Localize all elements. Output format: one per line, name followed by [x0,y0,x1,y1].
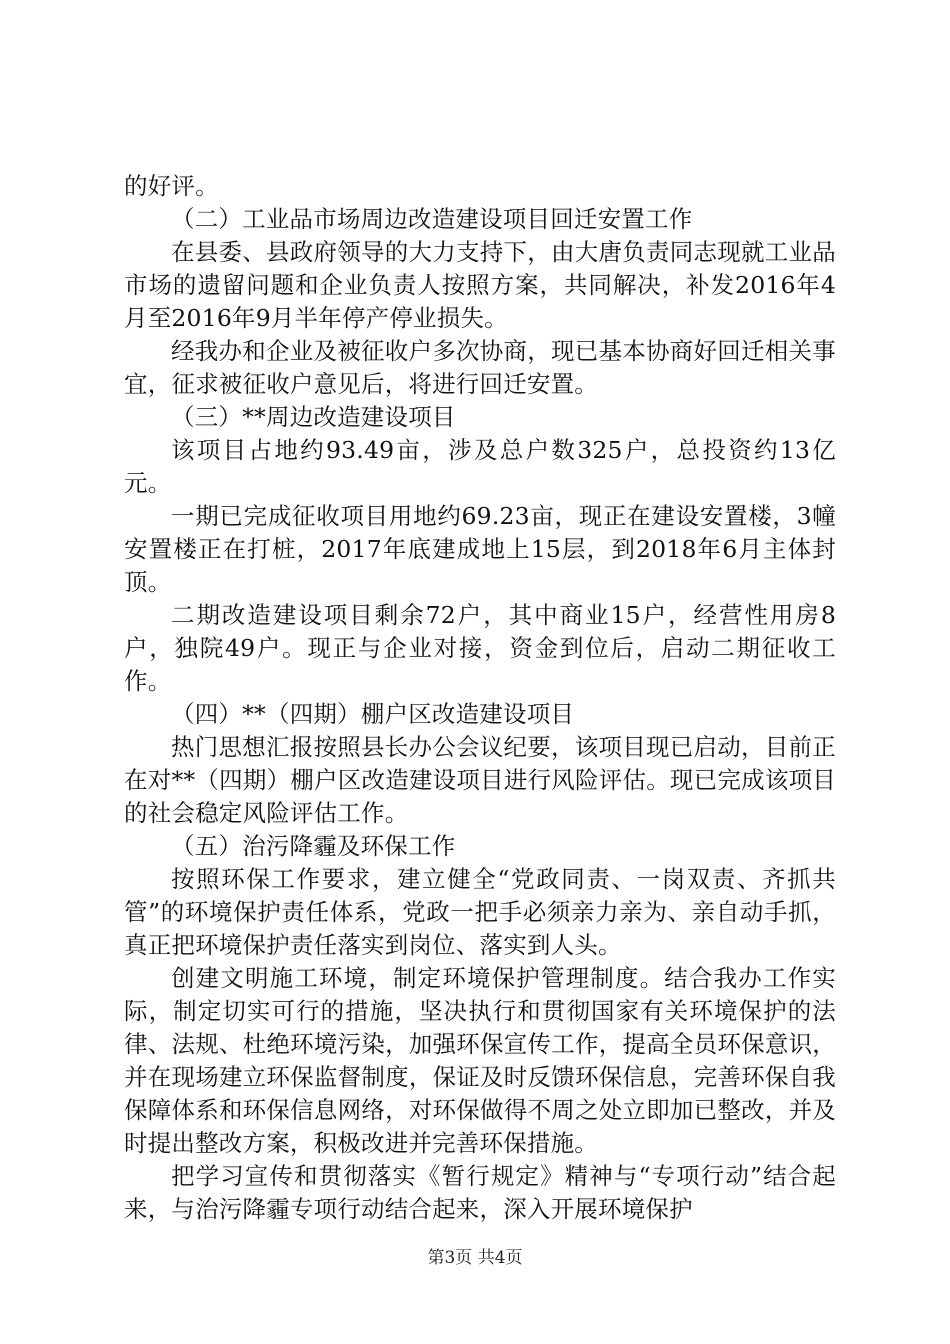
paragraph: 在县委、县政府领导的大力支持下，由大唐负责同志现就工业品市场的遗留问题和企业负责人按照方案，共同解决，补发2016年4月至2016年9月半年停产停业损失。 [124,238,836,332]
section-heading-5: （五）治污降霾及环保工作 [171,832,456,860]
page-footer [0,1247,950,1269]
section-heading-3: （三）**周边改造建设项目 [171,403,456,431]
paragraph: 该项目占地约93.49亩，涉及总户数325户，总投资约13亿元。 [124,436,836,497]
paragraph: 热门思想汇报按照县长办公会议纪要，该项目现已启动，目前正在对**（四期）棚户区改造建设项目进行风险评估。现已完成该项目的社会稳定风险评估工作。 [124,733,836,827]
paragraph: 把学习宣传和贯彻落实《暂行规定》精神与“专项行动”结合起来，与治污降霾专项行动结合起来，深入开展环境保护 [124,1162,836,1223]
paragraph: 创建文明施工环境，制定环境保护管理制度。结合我办工作实际，制定切实可行的措施，坚决执行和贯彻国家有关环境保护的法律、法规、杜绝环境污染，加强环保宣传工作，提高全员环保意识，并在现场建立环保监督制度，保证及时反馈环保信息，完善环保自我保障体系和环保信息网络，对环保做得不周之处立即加已整改，并及时提出整改方案，积极改进并完善环保措施。 [124,964,836,1157]
paragraph-continuation: 的好评。 [124,172,219,200]
paragraph: 按照环保工作要求，建立健全“党政同责、一岗双责、齐抓共管”的环境保护责任体系，党政一把手必须亲力亲为、亲自动手抓，真正把环境保护责任落实到岗位、落实到人头。 [124,865,836,959]
page-number: 第3页 共4页 [427,1248,523,1268]
paragraph: 一期已完成征收项目用地约69.23亩，现正在建设安置楼，3幢安置楼正在打桩，2017年底建成地上15层，到2018年6月主体封顶。 [124,502,836,596]
section-heading-2: （二）工业品市场周边改造建设项目回迁安置工作 [171,205,693,233]
document-body [124,170,836,1226]
section-heading-4: （四）**（四期）棚户区改造建设项目 [171,700,575,728]
paragraph: 经我办和企业及被征收户多次协商，现已基本协商好回迁相关事宜，征求被征收户意见后，将进行回迁安置。 [124,337,836,398]
paragraph: 二期改造建设项目剩余72户，其中商业15户，经营性用房8户，独院49户。现正与企业对接，资金到位后，启动二期征收工作。 [124,601,836,695]
